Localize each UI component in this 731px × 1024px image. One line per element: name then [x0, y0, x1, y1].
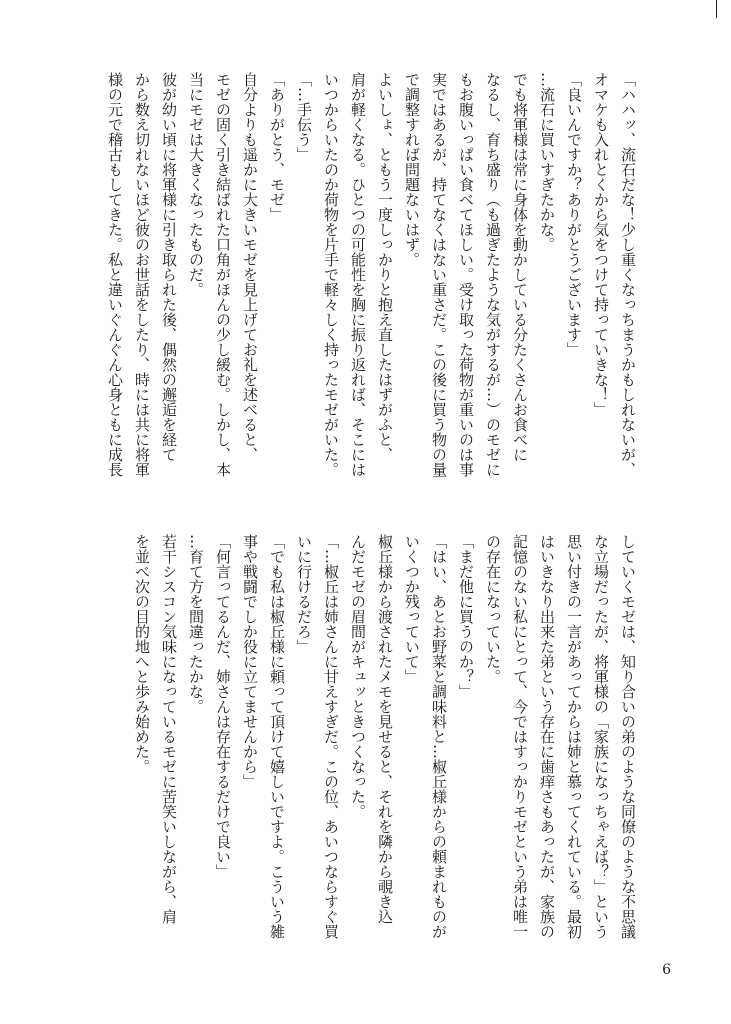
- text-block-top: [101, 72, 641, 504]
- text-line: 「ハハッ、流石だな！少し重くなっちまうかもしれないが、: [619, 72, 637, 477]
- text-line: な立場だったが、将軍様の「家族になっちゃえば？」という: [592, 534, 610, 939]
- text-line: 記憶のない私にとって、今ではすっかりモゼという弟は唯一: [511, 534, 529, 939]
- text-line: していくモゼは、知り合いの弟のような同僚のような不思議: [619, 534, 637, 939]
- text-line: 「良いんですか？ありがとうございます」: [565, 72, 583, 357]
- text-line: 彼が幼い頃に将軍様に引き取られた後、偶然の邂逅を経て: [160, 72, 178, 462]
- text-line: を並べ次の目的地へと歩み始めた。: [133, 534, 151, 774]
- text-line: オマケも入れとくから気をつけて持っていきな！」: [592, 72, 610, 417]
- text-line: もお腹いっぱい食べてほしい。受け取った荷物が重いのは事: [457, 72, 475, 477]
- text-line: 自分よりも遥かに大きいモゼを見上げてお礼を述べると、: [241, 72, 259, 462]
- text-line: いくつか残っていて」: [403, 534, 421, 684]
- text-line: 様の元で稽古もしてきた。私と違いぐんぐん心身ともに成長: [106, 72, 124, 477]
- text-line: モゼの固く引き結ばれた口角がほんの少し緩む。しかし、本: [214, 72, 232, 477]
- text-line: 「…椒丘は姉さんに甘えすぎだ。この位、あいつならすぐ買: [322, 534, 340, 939]
- text-line: いつからいたのか荷物を片手で軽々しく持ったモゼがいた。: [322, 72, 340, 477]
- text-line: 「何言ってるんだ、姉さんは存在するだけで良い」: [214, 534, 232, 879]
- text-line: で調整すれば問題ないはず。: [403, 72, 421, 267]
- text-line: 「でも私は椒丘様に頼って頂けて嬉しいですよ。こういう雑: [268, 534, 286, 939]
- text-line: …育て方を間違ったかな。: [187, 534, 205, 714]
- text-line: 「ありがとう、モゼ」: [268, 72, 286, 222]
- text-block-bottom: [128, 534, 641, 966]
- crop-mark: [716, 0, 717, 18]
- text-line: …流石に買いすぎたかな。: [538, 72, 556, 252]
- text-line: 「はい、あとお野菜と調味料と…椒丘様からの頼まれものが: [430, 534, 448, 939]
- text-line: いに行けるだろ」: [295, 534, 313, 654]
- text-line: 当にモゼは大きくなったものだ。: [187, 72, 205, 297]
- page-number: 6: [662, 962, 671, 978]
- text-line: はいきなり出来た弟という存在に歯痒さもあったが、家族の: [538, 534, 556, 939]
- text-line: 事や戦闘でしか役に立てませんから」: [241, 534, 259, 789]
- text-line: 椒丘様から渡されたメモを見せると、それを隣から覗き込: [376, 534, 394, 924]
- text-line: でも将軍様は常に身体を動かしている分たくさんお食べに: [511, 72, 529, 462]
- text-line: 若干シスコン気味になっているモゼに苦笑いしながら、肩: [160, 534, 178, 924]
- text-line: から数え切れないほど彼のお世話をしたり、時には共に将軍: [133, 72, 151, 477]
- text-line: なるし、育ち盛り（も過ぎたような気がするが…）のモゼに: [484, 72, 502, 477]
- text-line: んだモゼの眉間がキュッときつくなった。: [349, 534, 367, 819]
- text-line: の存在になっていた。: [484, 534, 502, 684]
- text-line: 思い付きの一言があってからは姉と慕ってくれている。最初: [565, 534, 583, 939]
- text-line: よいしょ、ともう一度しっかりと抱え直したはずがふと、: [376, 72, 394, 462]
- text-line: 肩が軽くなる。ひとつの可能性を胸に振り返れば、そこには: [349, 72, 367, 477]
- text-line: 「…手伝う」: [295, 72, 313, 162]
- text-line: 「まだ他に買うのか？」: [457, 534, 475, 699]
- text-line: 実ではあるが、持てなくはない重さだ。この後に買う物の量: [430, 72, 448, 477]
